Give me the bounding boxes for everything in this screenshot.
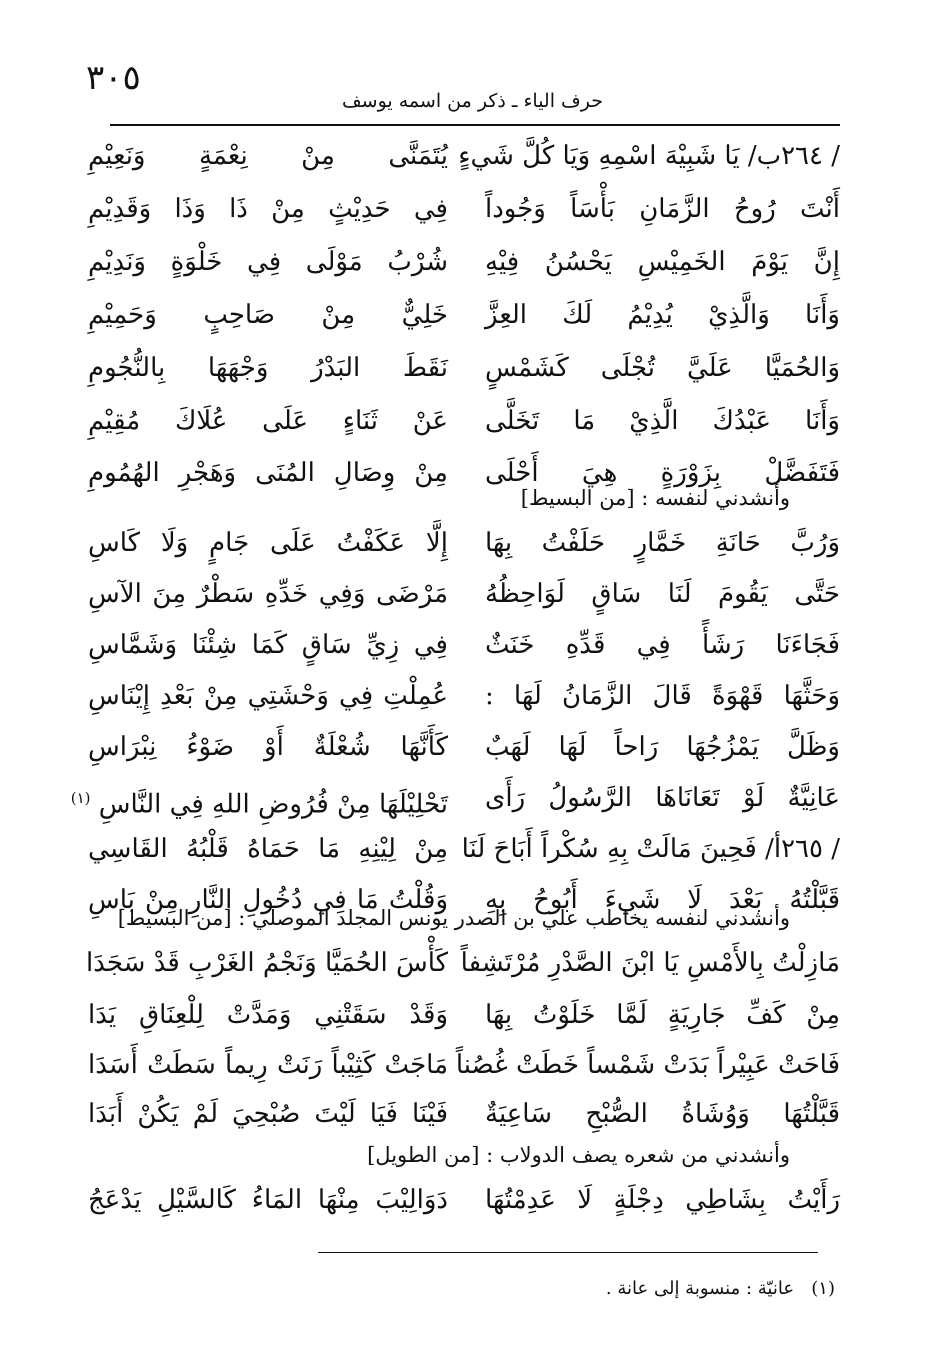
verse-second-hemistich: دَوَالِيْبَ مِنْهَا المَاءُ كَالسَّيْلِ يَدْعَجُ	[88, 1185, 448, 1215]
verse-second-hemistich: فِي حَدِيْثٍ مِنْ ذَا وَذَا وَقَدِيْمِ	[88, 194, 448, 224]
verse-line	[0, 343, 945, 393]
verse-first-hemistich: وَحَثَّهَا قَهْوَةً قَالَ الزَّمَانُ لَهَا :	[485, 681, 840, 711]
verse-second-hemistich: نَقَطَ البَدْرُ وَجْهَهَا بِالنُّجُومِ	[88, 353, 448, 383]
page-number: ٣٠٥	[86, 58, 141, 98]
footnote-text: عانيّة : منسوبة إلى عانة .	[605, 1278, 795, 1299]
verse-line	[0, 131, 945, 181]
verse-second-hemistich	[70, 773, 448, 823]
footnote-marker: (١)	[811, 1278, 835, 1299]
verse-line	[0, 569, 945, 619]
verse-first-hemistich: أَنْتَ رُوحُ الزَّمَانِ بَأْسَاً وَجُوداً	[485, 194, 840, 224]
verse-first-hemistich: قَبَّلْتُهَا وَوُشَاةُ الصُّبْحِ سَاعِيَةٌ	[485, 1099, 840, 1129]
verse-second-hemistich: فِي زِيِّ سَاقٍ كَمَا شِئْنَا وَشَمَّاسِ	[88, 630, 448, 660]
verse-first-hemistich: وَالحُمَيَّا عَلَيَّ تُجْلَى كَشَمْسٍ	[485, 353, 840, 383]
header-rule	[110, 124, 840, 126]
verse-line	[0, 938, 945, 988]
running-head: حرف الياء ـ ذكر من اسمه يوسف	[342, 90, 603, 112]
verse-second-hemistich: مَاجَتْ كَثِيْباً رَنَتْ رِيماً سَطَتْ أَسَدَا	[88, 1050, 448, 1080]
verse-first-hemistich: قَبَّلْتُهُ بَعْدَ لَا شَيءَ أَبُوحُ بِهِ	[485, 885, 840, 915]
verse-second-hemistich: شُرْبُ مَوْلَى فِي خَلْوَةٍ وَنَدِيْمِ	[88, 247, 448, 277]
verse-second-hemistich: مِنْ وِصَالِ المُنَى وَهَجْرِ الهُمُومِ	[88, 458, 448, 488]
verse-first-hemistich: وَأَنَا وَالَّذِيْ يُدِيْمُ لَكَ العِزَّ	[485, 300, 840, 330]
verse-first-hemistich: وَظَلَّ يَمْزُجُهَا رَاحاً لَهَا لَهَبٌ	[485, 732, 840, 762]
verse-line	[0, 518, 945, 568]
verse-line	[0, 184, 945, 234]
verse-first-hemistich: حَتَّى يَقُومَ لَنَا سَاقٍ لَوَاحِظُهُ	[485, 579, 840, 609]
verse-second-hemistich: وَقَدْ سَقَتْنِي وَمَدَّتْ لِلْعِنَاقِ يَدَا	[88, 1000, 448, 1030]
verse-first-hemistich: / ٢٦٥أ/ فَحِينَ مَالَتْ بِهِ سُكْراً أَبَاحَ لَنَا	[461, 834, 840, 864]
verse-second-hemistich: إِلَّا عَكَفْتُ عَلَى جَامٍ وَلَا كَاسِ	[88, 528, 448, 558]
verse-second-hemistich: فَيْنَا فَيَا لَيْتَ صُبْحِيَ لَمْ يَكُنْ أَبَدَا	[88, 1099, 448, 1129]
footnote-ref: (١)	[70, 789, 91, 807]
verse-first-hemistich: فَاحَتْ عَبِيْراً بَدَتْ شَمْساً خَطَتْ غُصُناً	[455, 1050, 840, 1080]
footnote	[606, 1278, 835, 1299]
verse-first-hemistich: وَرُبَّ حَانَةِ خَمَّارٍ حَلَفْتُ بِهَا	[485, 528, 840, 558]
verse-line	[0, 671, 945, 721]
verse-first-hemistich: وَأَنَا عَبْدُكَ الَّذِيْ مَا تَخَلَّى	[485, 406, 840, 436]
verse-first-hemistich: مَازِلْتُ بِالأَمْسِ يَا ابْنَ الصَّدْرِ مُرْتَشِفاً	[460, 948, 840, 978]
verse-second-hemistich: عُمِلْتِ فِي وَحْشَتِي مِنْ بَعْدِ إِيْنَاسِ	[88, 681, 448, 711]
verse-second-hemistich: مِنْ لِيْنِهِ مَا حَمَاهُ قَلْبُهُ القَاسِي	[88, 834, 448, 864]
verse-line	[0, 237, 945, 287]
verse-second-hemistich: كَأَنَّهَا شُعْلَةٌ أَوْ ضَوْءُ نِبْرَاسِ	[88, 732, 448, 762]
footnote-rule	[318, 1252, 818, 1253]
verse-first-hemistich: إِنَّ يَوْمَ الخَمِيْسِ يَحْسُنُ فِيْهِ	[485, 247, 840, 277]
verse-line	[0, 824, 945, 874]
verse-line	[0, 620, 945, 670]
verse-second-hemistich: وَقُلْتُ مَا فِي دُخُولِ النَّارِ مِنْ بَاسِ	[88, 885, 448, 915]
section-intro: وأنشدني من شعره يصف الدولاب : [من الطويل]	[367, 1143, 790, 1167]
verse-line	[0, 448, 945, 498]
verse-line	[0, 722, 945, 772]
verse-second-hemistich: يُتَمَنَّى مِنْ نِعْمَةٍ وَنَعِيْمِ	[88, 141, 448, 171]
verse-text: تَحْلِيْلَهَا مِنْ فُرُوضِ اللهِ فِي النَّاسِ	[98, 789, 448, 820]
verse-line	[0, 290, 945, 340]
section-intro: وأنشدني لنفسه يخاطب علي بن الصدر يونس المجلد الموصلي : [من البسيط]	[117, 906, 790, 930]
verse-second-hemistich: خَلِيٌّ مِنْ صَاحِبٍ وَحَمِيْمِ	[88, 300, 448, 330]
verse-line	[0, 1175, 945, 1225]
verse-second-hemistich: عَنْ ثَنَاءٍ عَلَى عُلَاكَ مُقِيْمِ	[88, 406, 448, 436]
section-intro: وأنشدني لنفسه : [من البسيط]	[520, 486, 790, 510]
verse-first-hemistich: مِنْ كَفِّ جَارِيَةٍ لَمَّا خَلَوْتُ بِهَا	[485, 1000, 840, 1030]
verse-first-hemistich: / ٢٦٤ب/ يَا شَبِيْهَ اسْمِهِ وَيَا كُلَّ شَيءٍ	[458, 141, 840, 171]
verse-first-hemistich: فَتَفَضَّلْ بِزَوْرَةٍ هِيَ أَحْلَى	[485, 458, 840, 488]
verse-line	[0, 773, 945, 823]
verse-line	[0, 1040, 945, 1090]
verse-line	[0, 990, 945, 1040]
verse-first-hemistich: فَجَاءَنَا رَشَأً فِي قَدِّهِ خَنَثٌ	[485, 630, 840, 660]
verse-second-hemistich: كَأْسَ الحُمَيَّا وَنَجْمُ الغَرْبِ قَدْ سَجَدَا	[86, 948, 448, 978]
verse-line	[0, 396, 945, 446]
verse-first-hemistich: عَانِيَّةٌ لَوْ تَعَانَاهَا الرَّسُولُ رَأَى	[485, 783, 840, 813]
verse-second-hemistich: مَرْضَى وَفِي خَدِّهِ سَطْرٌ مِنَ الآسِ	[88, 579, 448, 609]
verse-first-hemistich: رَأَيْتُ بِشَاطِي دِجْلَةٍ لَا عَدِمْتُهَا	[485, 1185, 840, 1215]
verse-line	[0, 1089, 945, 1139]
